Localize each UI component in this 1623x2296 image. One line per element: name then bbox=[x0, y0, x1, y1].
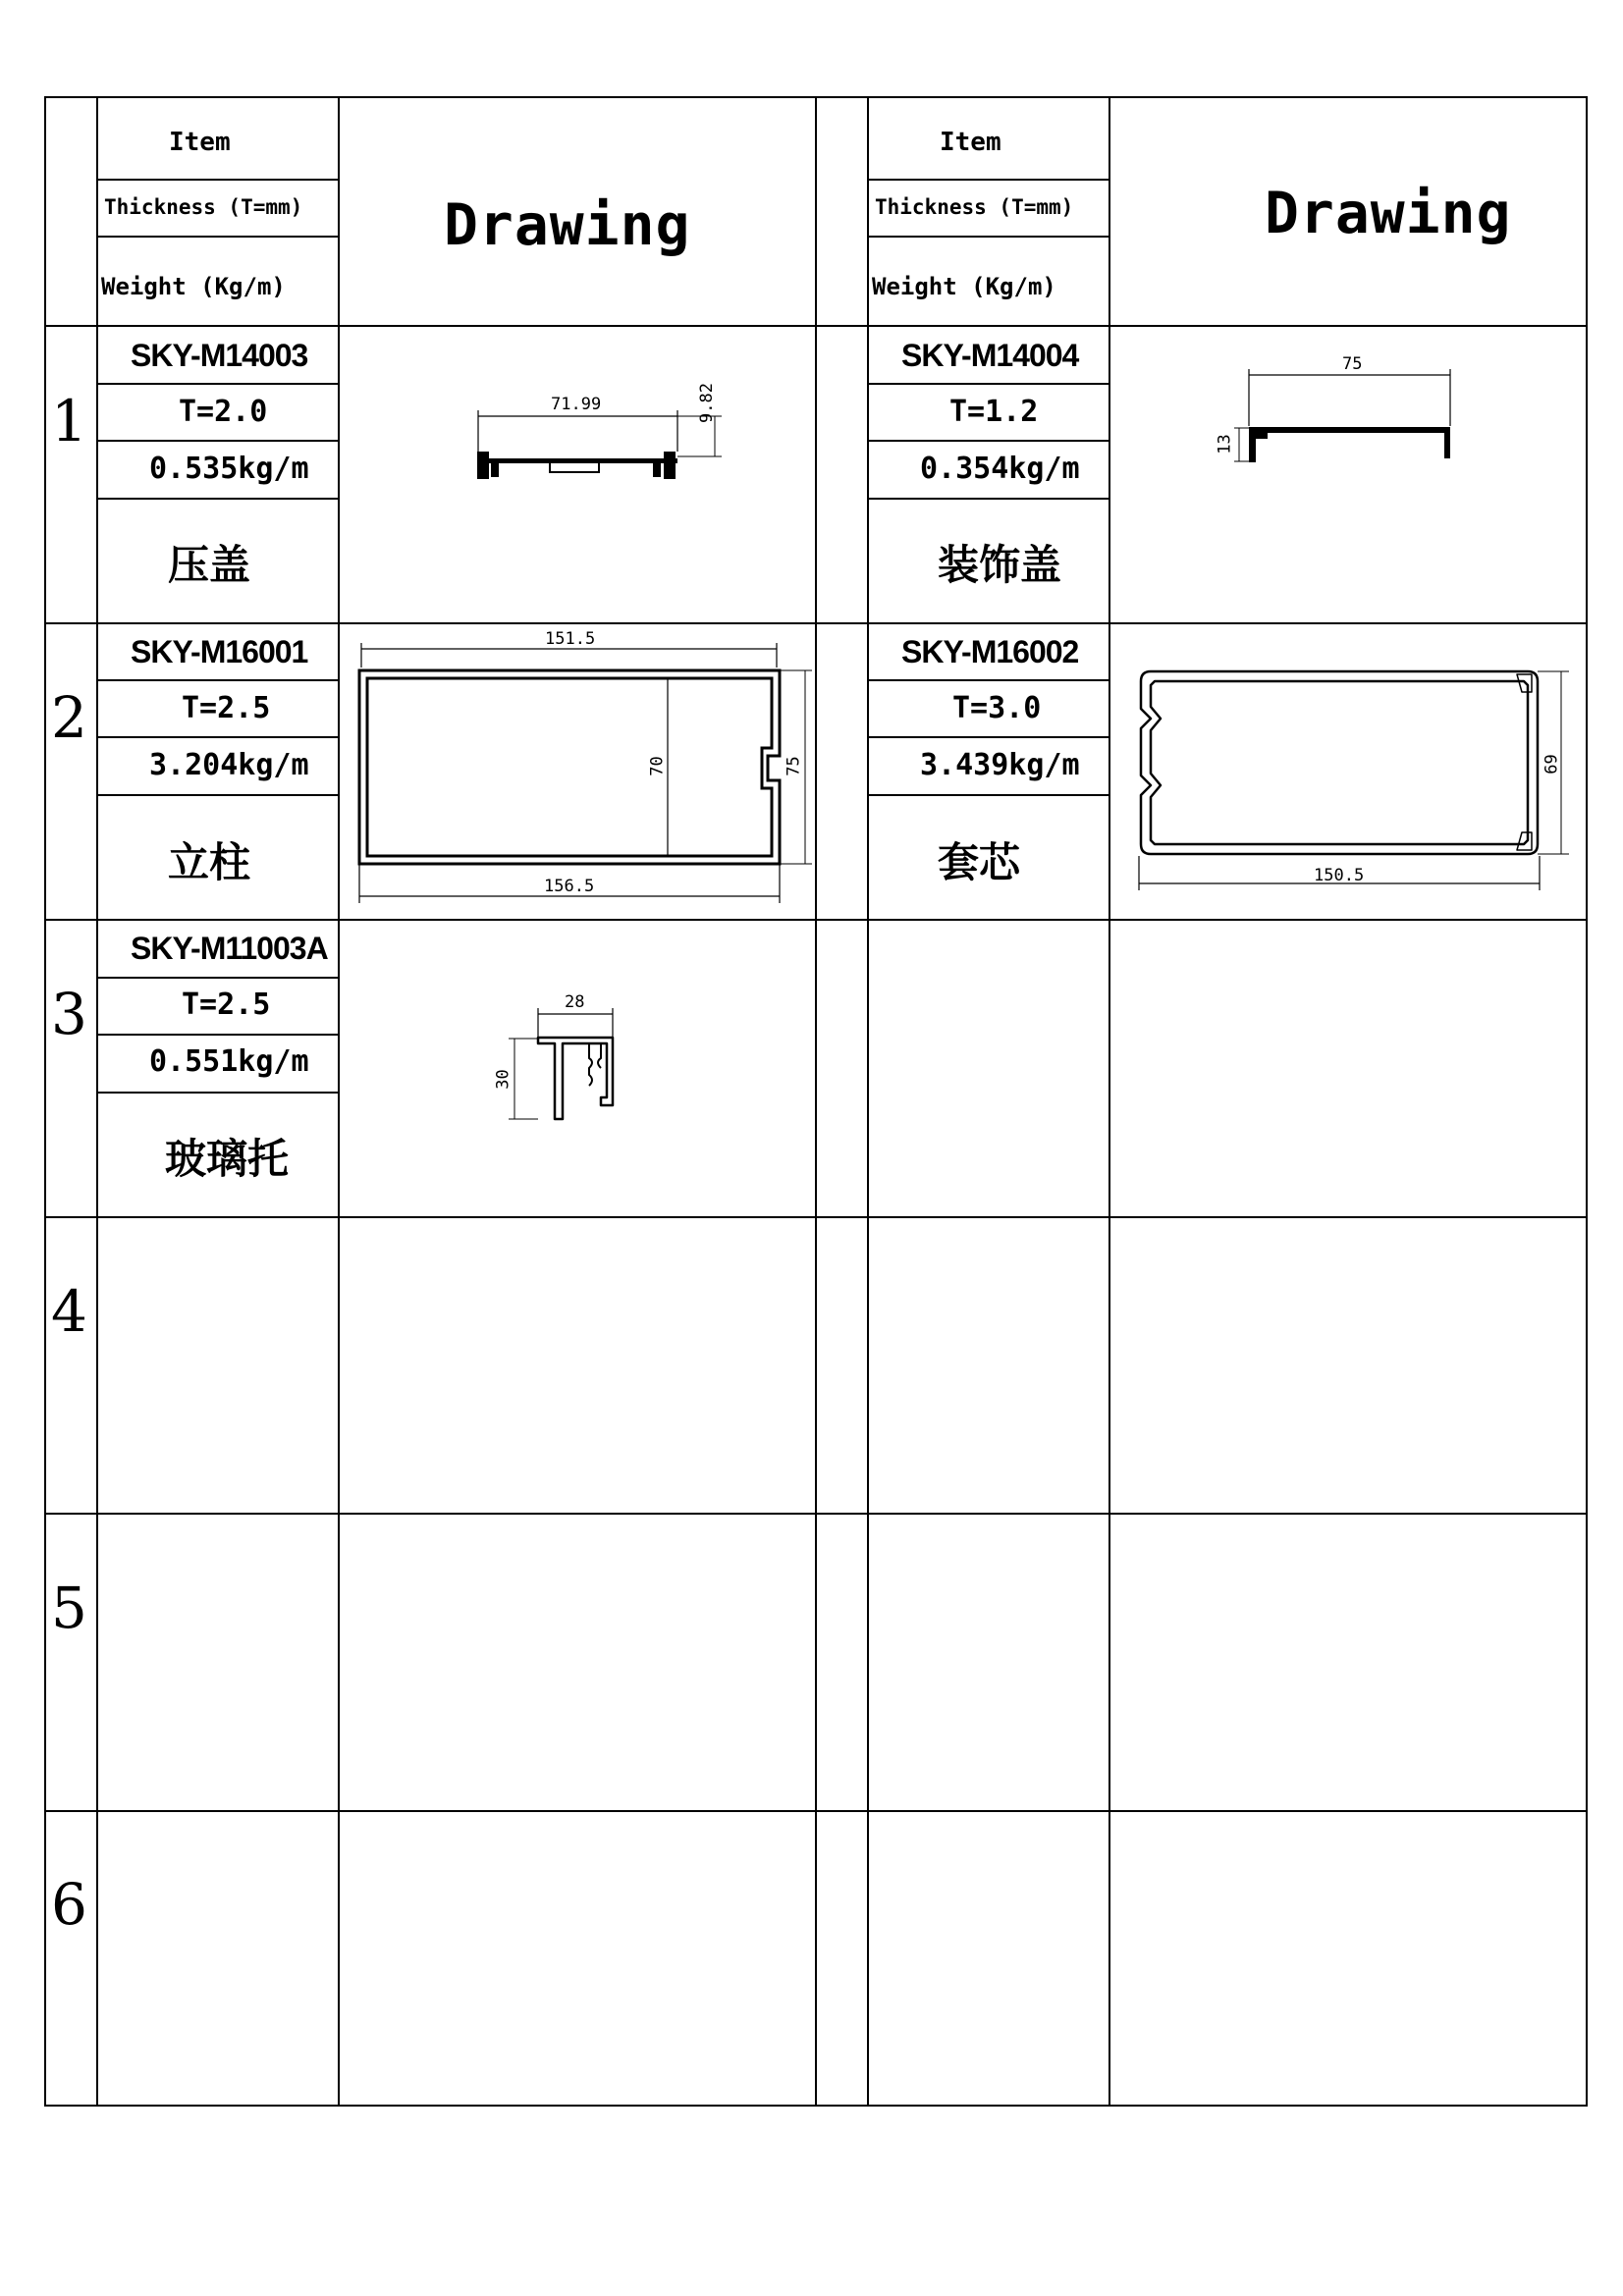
dimension-label: 30 bbox=[493, 1069, 514, 1090]
header-right-drawing: Drawing bbox=[1265, 180, 1512, 246]
profile-thickness: T=2.5 bbox=[182, 691, 271, 725]
profile-name: 套芯 bbox=[938, 838, 1021, 886]
row-number: 1 bbox=[51, 388, 87, 454]
profile-weight: 0.535kg/m bbox=[149, 452, 309, 486]
profile-code: SKY-M11003A bbox=[131, 931, 328, 966]
profile-thickness: T=2.5 bbox=[182, 988, 271, 1022]
dimension-label: 13 bbox=[1215, 434, 1235, 454]
profile-name: 立柱 bbox=[168, 838, 251, 886]
header-left-thickness: Thickness (T=mm) bbox=[104, 195, 303, 219]
profile-weight: 3.204kg/m bbox=[149, 748, 309, 782]
header-left-item: Item bbox=[169, 128, 231, 157]
profile-thickness: T=3.0 bbox=[952, 691, 1042, 725]
row-number: 3 bbox=[51, 981, 87, 1047]
header-left-weight: Weight (Kg/m) bbox=[101, 273, 286, 300]
header-left-drawing: Drawing bbox=[444, 191, 691, 258]
dimension-label: 156.5 bbox=[544, 877, 595, 896]
header-right-weight: Weight (Kg/m) bbox=[872, 273, 1056, 300]
row-number: 5 bbox=[51, 1575, 87, 1641]
dimension-label: 70 bbox=[647, 756, 668, 776]
profile-code: SKY-M14003 bbox=[131, 338, 308, 373]
header-right-item: Item bbox=[940, 128, 1001, 157]
dimension-label: 71.99 bbox=[551, 395, 602, 414]
header-right-thickness: Thickness (T=mm) bbox=[875, 195, 1074, 219]
row-number: 4 bbox=[51, 1278, 87, 1345]
dimension-label: 9.82 bbox=[696, 383, 717, 423]
dimension-label: 75 bbox=[784, 756, 804, 776]
dimension-label: 75 bbox=[1342, 354, 1363, 374]
profile-weight: 0.551kg/m bbox=[149, 1044, 309, 1079]
profile-thickness: T=1.2 bbox=[949, 395, 1039, 429]
profile-code: SKY-M16002 bbox=[901, 634, 1079, 669]
row-number: 2 bbox=[51, 684, 87, 751]
profile-weight: 0.354kg/m bbox=[920, 452, 1080, 486]
profile-code: SKY-M16001 bbox=[131, 634, 308, 669]
profile-name: 玻璃托 bbox=[165, 1135, 290, 1183]
profile-name: 压盖 bbox=[168, 541, 251, 589]
dimension-label: 69 bbox=[1542, 754, 1562, 774]
dimension-label: 151.5 bbox=[545, 629, 596, 649]
profile-weight: 3.439kg/m bbox=[920, 748, 1080, 782]
dimension-label: 28 bbox=[565, 992, 585, 1012]
profile-code: SKY-M14004 bbox=[901, 338, 1079, 373]
profile-name: 装饰盖 bbox=[938, 541, 1062, 589]
dimension-label: 150.5 bbox=[1314, 866, 1365, 885]
row-number: 6 bbox=[51, 1871, 87, 1938]
profile-thickness: T=2.0 bbox=[179, 395, 268, 429]
